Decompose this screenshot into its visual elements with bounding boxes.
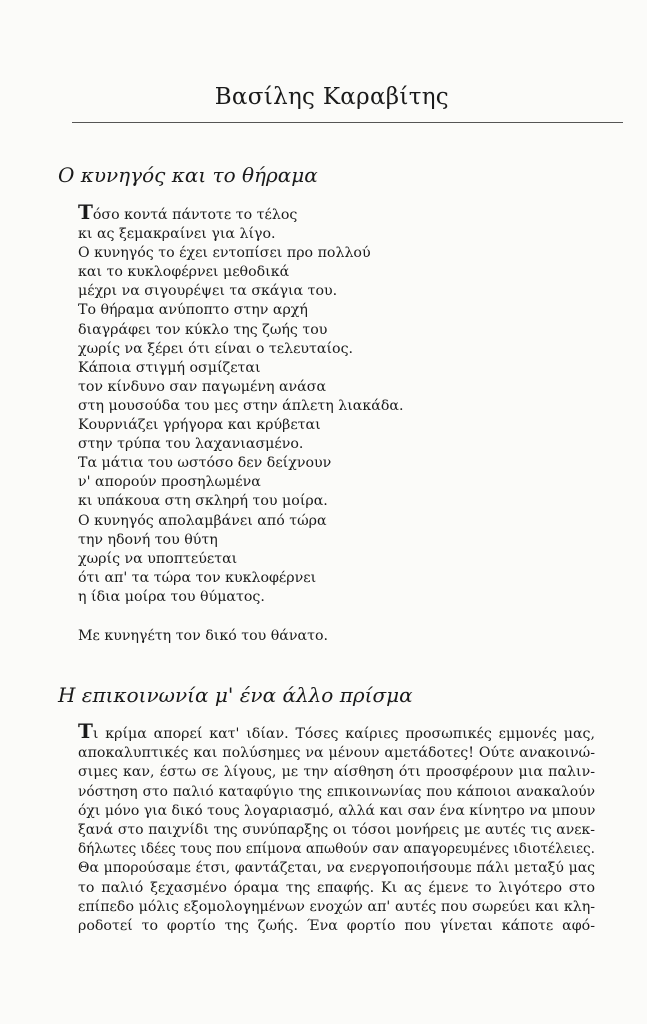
poem-line: διαγράφει τον κύκλο της ζωής του — [78, 321, 328, 338]
poem-line: στη μουσούδα του μες στην άπλετη λιακάδα. — [78, 397, 404, 414]
prose-line: ξανά στο παιχνίδι της συνύπαρξης οι τόσοι μονήρεις με αυτές τις ανεκ- — [78, 822, 595, 839]
poem-line: Κάποια στιγμή οσμίζεται — [78, 359, 261, 376]
prose-body — [78, 721, 595, 936]
poem-line: η ίδια μοίρα του θύματος. — [78, 588, 265, 605]
drop-cap: Τ — [78, 200, 93, 224]
poem-line: ότι απ' τα τώρα τον κυκλοφέρνει — [78, 569, 317, 586]
poem-line: και το κυκλοφέρνει μεθοδικά — [78, 264, 290, 281]
poem-final-line: Με κυνηγέτη τον δικό του θάνατο. — [78, 628, 328, 644]
prose-line: αποκαλυπτικές και πολύσημες να μένουν αμετάδοτες! Ούτε ανακοινώ- — [78, 745, 595, 762]
poem-line: κι υπάκουα στη σκληρή του μοίρα. — [78, 493, 328, 510]
prose-line: νόστηση στο παλιό καταφύγιο της επικοινωνίας που κάποιοι ανακαλούν — [78, 783, 595, 800]
prose-line: το παλιό ξεχασμένο όραμα της επαφής. Κι ας έμενε το λιγότερο στο — [78, 879, 595, 896]
poem-line: μέχρι να σιγουρέψει τα σκάγια του. — [78, 283, 338, 300]
poem-line: Ο κυνηγός το έχει εντοπίσει προ πολλού — [78, 245, 371, 262]
poem-line: τον κίνδυνο σαν παγωμένη ανάσα — [78, 378, 327, 395]
header-rule — [72, 122, 623, 123]
poem-line: ν' απορούν προσηλωμένα — [78, 474, 261, 491]
poem-line: Κουρνιάζει γρήγορα και κρύβεται — [78, 417, 321, 434]
poem-line: Τα μάτια του ωστόσο δεν δείχνουν — [78, 455, 332, 472]
poem-line: Το θήραμα ανύποπτο στην αρχή — [78, 302, 308, 319]
prose-line: σιμες καν, έστω σε λίγους, με την αίσθηση ότι προσφέρουν μια παλιν- — [78, 764, 595, 781]
poem-line: χωρίς να υποπτεύεται — [78, 550, 238, 567]
poem-line: την ηδονή του θύτη — [78, 531, 218, 548]
poem-line: Τόσο κοντά πάντοτε το τέλος — [78, 200, 298, 224]
poem-body — [78, 202, 403, 607]
poem-line: κι ας ξεμακραίνει για λίγο. — [78, 226, 276, 243]
poem-title: Ο κυνηγός και το θήραμα — [58, 163, 318, 187]
poem-line: στην τρύπα του λαχανιασμένο. — [78, 436, 304, 453]
poem-line: Ο κυνηγός απολαμβάνει από τώρα — [78, 512, 327, 529]
prose-line: ροδοτεί το φορτίο της ζωής. Ένα φορτίο που γίνεται κάποτε αφό- — [78, 918, 595, 935]
running-header-author: Βασίλης Καραβίτης — [214, 84, 449, 110]
prose-line: επίπεδο μόλις εξομολογημένων ενοχών απ' αυτές που σωρεύει και κλη- — [78, 898, 595, 915]
poem-line: χωρίς να ξέρει ότι είναι ο τελευταίος. — [78, 340, 354, 357]
prose-line: Θα μπορούσαμε έτσι, φαντάζεται, να ενεργοποιήσουμε πάλι μεταξύ μας — [78, 860, 595, 877]
prose-title: Η επικοινωνία μ' ένα άλλο πρίσμα — [58, 683, 413, 707]
prose-line: δήλωτες ιδέες τους που επίμονα απωθούν σαν απαγορευμένες ιδιοτέλειες. — [78, 841, 595, 858]
prose-line: όχι μόνο για δικό τους λογαριασμό, αλλά και σαν ένα κίνητρο να μπουν — [78, 802, 596, 819]
drop-cap: Τ — [78, 719, 93, 743]
prose-line: Τι κρίμα απορεί κατ' ιδίαν. Τόσες καίριες προσωπικές εμμονές μας, — [78, 719, 595, 743]
